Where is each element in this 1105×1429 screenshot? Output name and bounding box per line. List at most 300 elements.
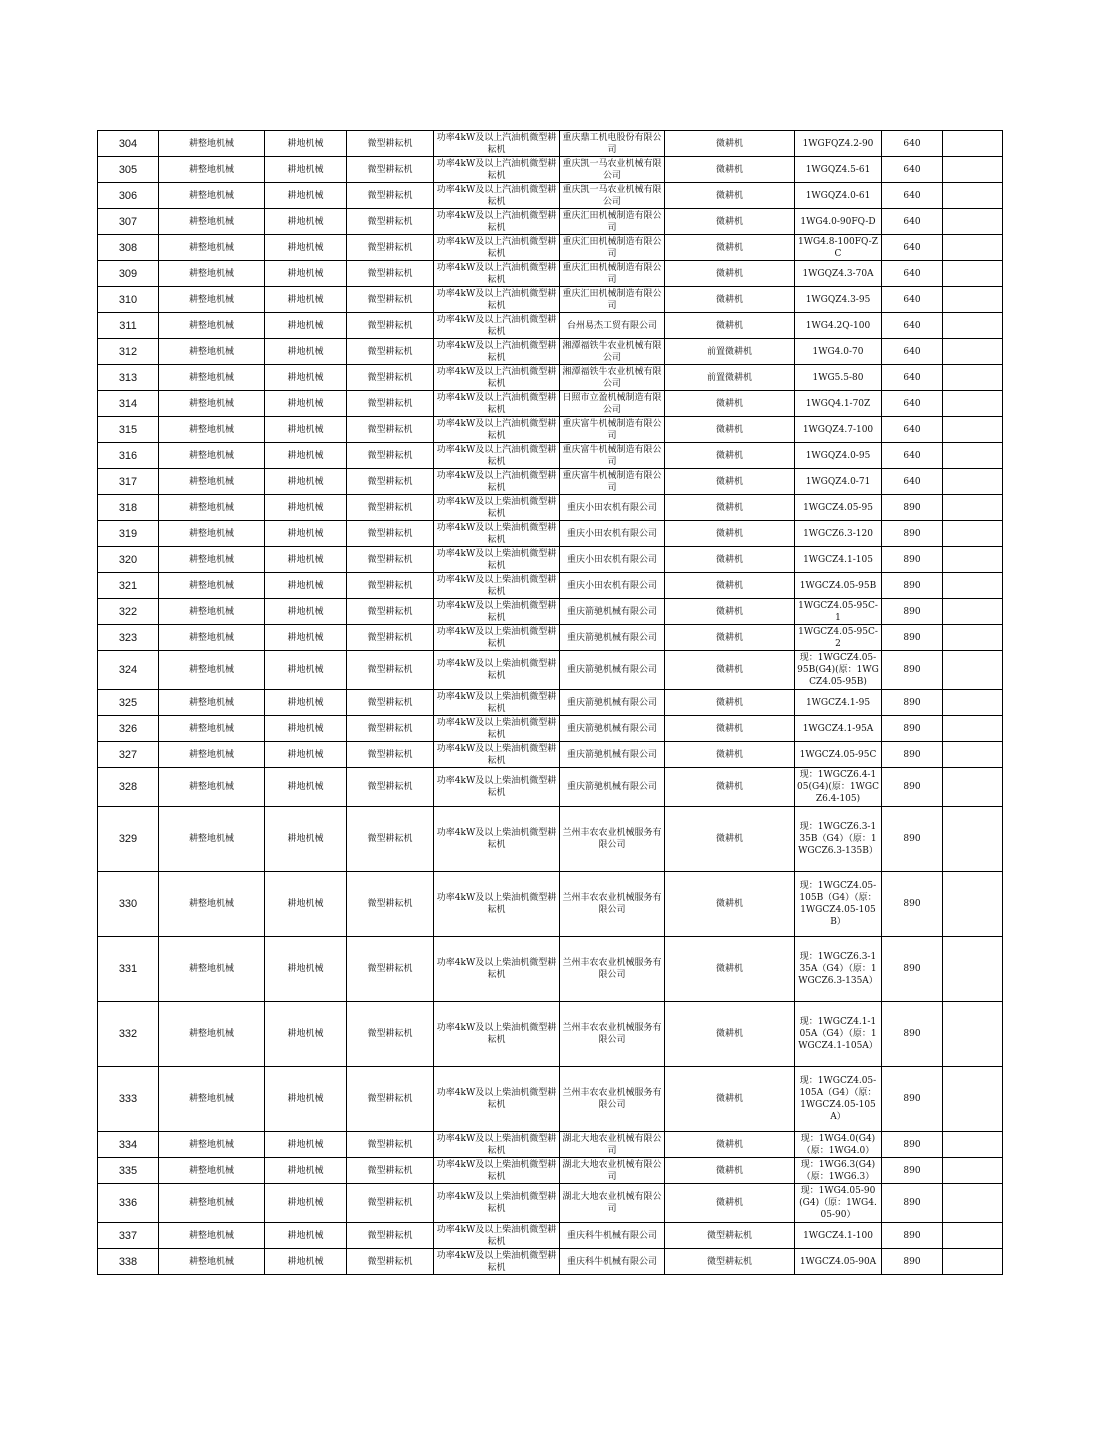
cell-product-name: 微耕机 bbox=[665, 742, 795, 768]
cell-description: 功率4kW及以上柴油机微型耕耘机 bbox=[434, 521, 560, 547]
cell-model: 现：1WG6.3(G4)（原：1WG6.3） bbox=[795, 1158, 882, 1184]
cell-model: 1WGCZ6.3-120 bbox=[795, 521, 882, 547]
cell-subcategory: 耕地机械 bbox=[265, 495, 347, 521]
cell-subsidy-amount: 890 bbox=[882, 1223, 943, 1249]
cell-remarks bbox=[943, 495, 1003, 521]
cell-subsidy-amount: 890 bbox=[882, 1184, 943, 1223]
cell-index: 321 bbox=[98, 573, 159, 599]
cell-description: 功率4kW及以上柴油机微型耕耘机 bbox=[434, 625, 560, 651]
cell-item: 微型耕耘机 bbox=[347, 742, 434, 768]
cell-index: 315 bbox=[98, 417, 159, 443]
cell-remarks bbox=[943, 625, 1003, 651]
cell-index: 335 bbox=[98, 1158, 159, 1184]
table-row bbox=[98, 690, 1003, 716]
cell-category: 耕整地机械 bbox=[159, 521, 265, 547]
cell-product-name: 微耕机 bbox=[665, 690, 795, 716]
cell-item: 微型耕耘机 bbox=[347, 625, 434, 651]
cell-product-name: 微耕机 bbox=[665, 469, 795, 495]
table-row bbox=[98, 1002, 1003, 1067]
cell-product-name: 微型耕耘机 bbox=[665, 1249, 795, 1275]
cell-remarks bbox=[943, 469, 1003, 495]
cell-model: 1WGCZ4.1-95A bbox=[795, 716, 882, 742]
cell-item: 微型耕耘机 bbox=[347, 183, 434, 209]
cell-category: 耕整地机械 bbox=[159, 469, 265, 495]
cell-manufacturer: 重庆箭驰机械有限公司 bbox=[560, 625, 665, 651]
cell-description: 功率4kW及以上柴油机微型耕耘机 bbox=[434, 1158, 560, 1184]
cell-description: 功率4kW及以上柴油机微型耕耘机 bbox=[434, 807, 560, 872]
cell-model: 1WGQZ4.0-71 bbox=[795, 469, 882, 495]
cell-remarks bbox=[943, 1184, 1003, 1223]
cell-item: 微型耕耘机 bbox=[347, 1158, 434, 1184]
cell-category: 耕整地机械 bbox=[159, 742, 265, 768]
cell-subcategory: 耕地机械 bbox=[265, 625, 347, 651]
cell-category: 耕整地机械 bbox=[159, 937, 265, 1002]
cell-subsidy-amount: 640 bbox=[882, 209, 943, 235]
cell-index: 306 bbox=[98, 183, 159, 209]
table-row bbox=[98, 365, 1003, 391]
cell-description: 功率4kW及以上汽油机微型耕耘机 bbox=[434, 157, 560, 183]
cell-description: 功率4kW及以上柴油机微型耕耘机 bbox=[434, 872, 560, 937]
cell-subcategory: 耕地机械 bbox=[265, 742, 347, 768]
cell-manufacturer: 重庆凯一马农业机械有限公司 bbox=[560, 183, 665, 209]
table-row bbox=[98, 417, 1003, 443]
cell-model: 现：1WG4.05-90(G4)（原：1WG4.05-90） bbox=[795, 1184, 882, 1223]
cell-product-name: 微耕机 bbox=[665, 417, 795, 443]
cell-product-name: 微耕机 bbox=[665, 391, 795, 417]
cell-product-name: 微耕机 bbox=[665, 495, 795, 521]
cell-description: 功率4kW及以上柴油机微型耕耘机 bbox=[434, 1002, 560, 1067]
cell-manufacturer: 重庆汇田机械制造有限公司 bbox=[560, 209, 665, 235]
cell-subsidy-amount: 890 bbox=[882, 690, 943, 716]
cell-subcategory: 耕地机械 bbox=[265, 599, 347, 625]
cell-category: 耕整地机械 bbox=[159, 716, 265, 742]
cell-item: 微型耕耘机 bbox=[347, 573, 434, 599]
cell-subsidy-amount: 890 bbox=[882, 573, 943, 599]
cell-subcategory: 耕地机械 bbox=[265, 131, 347, 157]
cell-subsidy-amount: 640 bbox=[882, 287, 943, 313]
cell-product-name: 前置微耕机 bbox=[665, 365, 795, 391]
cell-subsidy-amount: 640 bbox=[882, 235, 943, 261]
cell-index: 311 bbox=[98, 313, 159, 339]
cell-category: 耕整地机械 bbox=[159, 599, 265, 625]
cell-remarks bbox=[943, 235, 1003, 261]
cell-manufacturer: 重庆小田农机有限公司 bbox=[560, 521, 665, 547]
table-row bbox=[98, 521, 1003, 547]
cell-remarks bbox=[943, 651, 1003, 690]
cell-manufacturer: 兰州丰农农业机械服务有限公司 bbox=[560, 872, 665, 937]
cell-model: 现：1WGCZ6.4-105(G4)(原：1WGCZ6.4-105) bbox=[795, 768, 882, 807]
cell-index: 338 bbox=[98, 1249, 159, 1275]
cell-manufacturer: 重庆汇田机械制造有限公司 bbox=[560, 261, 665, 287]
cell-model: 1WGQ4.1-70Z bbox=[795, 391, 882, 417]
cell-category: 耕整地机械 bbox=[159, 768, 265, 807]
table-row bbox=[98, 742, 1003, 768]
cell-product-name: 微耕机 bbox=[665, 131, 795, 157]
cell-remarks bbox=[943, 209, 1003, 235]
cell-subcategory: 耕地机械 bbox=[265, 768, 347, 807]
cell-manufacturer: 重庆箭驰机械有限公司 bbox=[560, 742, 665, 768]
cell-model: 现：1WGCZ6.3-135A（G4）（原：1WGCZ6.3-135A） bbox=[795, 937, 882, 1002]
cell-product-name: 微耕机 bbox=[665, 235, 795, 261]
cell-subcategory: 耕地机械 bbox=[265, 1067, 347, 1132]
cell-manufacturer: 重庆凯一马农业机械有限公司 bbox=[560, 157, 665, 183]
cell-product-name: 微耕机 bbox=[665, 547, 795, 573]
table-row bbox=[98, 1132, 1003, 1158]
cell-remarks bbox=[943, 521, 1003, 547]
cell-subsidy-amount: 890 bbox=[882, 1158, 943, 1184]
cell-index: 310 bbox=[98, 287, 159, 313]
cell-manufacturer: 重庆箭驰机械有限公司 bbox=[560, 599, 665, 625]
cell-item: 微型耕耘机 bbox=[347, 287, 434, 313]
cell-product-name: 微耕机 bbox=[665, 157, 795, 183]
cell-subsidy-amount: 890 bbox=[882, 1132, 943, 1158]
cell-subsidy-amount: 890 bbox=[882, 547, 943, 573]
cell-description: 功率4kW及以上柴油机微型耕耘机 bbox=[434, 716, 560, 742]
cell-subcategory: 耕地机械 bbox=[265, 157, 347, 183]
cell-index: 329 bbox=[98, 807, 159, 872]
cell-description: 功率4kW及以上柴油机微型耕耘机 bbox=[434, 742, 560, 768]
product-table bbox=[97, 130, 1003, 1275]
table-row bbox=[98, 872, 1003, 937]
cell-product-name: 微耕机 bbox=[665, 209, 795, 235]
cell-description: 功率4kW及以上柴油机微型耕耘机 bbox=[434, 495, 560, 521]
cell-index: 308 bbox=[98, 235, 159, 261]
cell-category: 耕整地机械 bbox=[159, 872, 265, 937]
cell-subsidy-amount: 640 bbox=[882, 339, 943, 365]
table-row bbox=[98, 131, 1003, 157]
cell-manufacturer: 重庆汇田机械制造有限公司 bbox=[560, 235, 665, 261]
cell-category: 耕整地机械 bbox=[159, 1249, 265, 1275]
cell-index: 330 bbox=[98, 872, 159, 937]
cell-subsidy-amount: 640 bbox=[882, 131, 943, 157]
cell-product-name: 微耕机 bbox=[665, 1002, 795, 1067]
cell-index: 332 bbox=[98, 1002, 159, 1067]
cell-index: 331 bbox=[98, 937, 159, 1002]
cell-manufacturer: 重庆富牛机械制造有限公司 bbox=[560, 469, 665, 495]
cell-item: 微型耕耘机 bbox=[347, 690, 434, 716]
cell-subcategory: 耕地机械 bbox=[265, 716, 347, 742]
cell-remarks bbox=[943, 339, 1003, 365]
cell-item: 微型耕耘机 bbox=[347, 807, 434, 872]
cell-manufacturer: 重庆富牛机械制造有限公司 bbox=[560, 443, 665, 469]
cell-index: 326 bbox=[98, 716, 159, 742]
cell-remarks bbox=[943, 1067, 1003, 1132]
table-row bbox=[98, 183, 1003, 209]
table-row bbox=[98, 547, 1003, 573]
cell-manufacturer: 重庆小田农机有限公司 bbox=[560, 547, 665, 573]
cell-product-name: 微耕机 bbox=[665, 768, 795, 807]
cell-model: 现：1WGCZ4.1-105A（G4）（原：1WGCZ4.1-105A） bbox=[795, 1002, 882, 1067]
cell-manufacturer: 台州易杰工贸有限公司 bbox=[560, 313, 665, 339]
cell-description: 功率4kW及以上柴油机微型耕耘机 bbox=[434, 690, 560, 716]
cell-description: 功率4kW及以上柴油机微型耕耘机 bbox=[434, 1249, 560, 1275]
cell-subsidy-amount: 890 bbox=[882, 742, 943, 768]
cell-subcategory: 耕地机械 bbox=[265, 1249, 347, 1275]
table-body bbox=[98, 131, 1003, 1275]
cell-model: 1WGQZ4.3-95 bbox=[795, 287, 882, 313]
cell-model: 1WGQZ4.0-95 bbox=[795, 443, 882, 469]
cell-category: 耕整地机械 bbox=[159, 1002, 265, 1067]
cell-description: 功率4kW及以上柴油机微型耕耘机 bbox=[434, 547, 560, 573]
cell-category: 耕整地机械 bbox=[159, 131, 265, 157]
table-row bbox=[98, 1067, 1003, 1132]
cell-product-name: 前置微耕机 bbox=[665, 339, 795, 365]
table-row bbox=[98, 625, 1003, 651]
cell-category: 耕整地机械 bbox=[159, 690, 265, 716]
cell-model: 1WGCZ4.1-105 bbox=[795, 547, 882, 573]
cell-index: 336 bbox=[98, 1184, 159, 1223]
cell-description: 功率4kW及以上汽油机微型耕耘机 bbox=[434, 235, 560, 261]
cell-product-name: 微耕机 bbox=[665, 807, 795, 872]
cell-remarks bbox=[943, 716, 1003, 742]
cell-manufacturer: 重庆箭驰机械有限公司 bbox=[560, 651, 665, 690]
cell-description: 功率4kW及以上汽油机微型耕耘机 bbox=[434, 339, 560, 365]
cell-manufacturer: 重庆科牛机械有限公司 bbox=[560, 1249, 665, 1275]
cell-category: 耕整地机械 bbox=[159, 547, 265, 573]
cell-product-name: 微型耕耘机 bbox=[665, 1223, 795, 1249]
cell-subcategory: 耕地机械 bbox=[265, 1002, 347, 1067]
cell-subcategory: 耕地机械 bbox=[265, 469, 347, 495]
cell-index: 319 bbox=[98, 521, 159, 547]
cell-description: 功率4kW及以上柴油机微型耕耘机 bbox=[434, 1184, 560, 1223]
cell-item: 微型耕耘机 bbox=[347, 261, 434, 287]
cell-description: 功率4kW及以上柴油机微型耕耘机 bbox=[434, 651, 560, 690]
cell-remarks bbox=[943, 443, 1003, 469]
cell-subsidy-amount: 890 bbox=[882, 651, 943, 690]
cell-subcategory: 耕地机械 bbox=[265, 872, 347, 937]
cell-subcategory: 耕地机械 bbox=[265, 521, 347, 547]
table-row bbox=[98, 261, 1003, 287]
cell-description: 功率4kW及以上汽油机微型耕耘机 bbox=[434, 365, 560, 391]
cell-index: 312 bbox=[98, 339, 159, 365]
cell-item: 微型耕耘机 bbox=[347, 1002, 434, 1067]
table-row bbox=[98, 443, 1003, 469]
cell-manufacturer: 湖北大地农业机械有限公司 bbox=[560, 1184, 665, 1223]
cell-manufacturer: 湖北大地农业机械有限公司 bbox=[560, 1158, 665, 1184]
cell-remarks bbox=[943, 313, 1003, 339]
cell-subcategory: 耕地机械 bbox=[265, 1158, 347, 1184]
cell-product-name: 微耕机 bbox=[665, 716, 795, 742]
cell-description: 功率4kW及以上汽油机微型耕耘机 bbox=[434, 209, 560, 235]
cell-item: 微型耕耘机 bbox=[347, 131, 434, 157]
cell-manufacturer: 重庆小田农机有限公司 bbox=[560, 495, 665, 521]
cell-model: 1WGCZ4.05-95C bbox=[795, 742, 882, 768]
cell-category: 耕整地机械 bbox=[159, 495, 265, 521]
cell-index: 325 bbox=[98, 690, 159, 716]
cell-model: 1WGFQZ4.2-90 bbox=[795, 131, 882, 157]
cell-index: 327 bbox=[98, 742, 159, 768]
cell-subsidy-amount: 890 bbox=[882, 1249, 943, 1275]
cell-product-name: 微耕机 bbox=[665, 521, 795, 547]
cell-item: 微型耕耘机 bbox=[347, 872, 434, 937]
cell-index: 307 bbox=[98, 209, 159, 235]
cell-subcategory: 耕地机械 bbox=[265, 937, 347, 1002]
cell-remarks bbox=[943, 131, 1003, 157]
cell-manufacturer: 湖北大地农业机械有限公司 bbox=[560, 1132, 665, 1158]
cell-subcategory: 耕地机械 bbox=[265, 547, 347, 573]
cell-category: 耕整地机械 bbox=[159, 573, 265, 599]
cell-description: 功率4kW及以上汽油机微型耕耘机 bbox=[434, 417, 560, 443]
cell-manufacturer: 兰州丰农农业机械服务有限公司 bbox=[560, 807, 665, 872]
cell-category: 耕整地机械 bbox=[159, 365, 265, 391]
cell-subsidy-amount: 640 bbox=[882, 443, 943, 469]
cell-remarks bbox=[943, 690, 1003, 716]
cell-product-name: 微耕机 bbox=[665, 1132, 795, 1158]
cell-subcategory: 耕地机械 bbox=[265, 183, 347, 209]
cell-remarks bbox=[943, 573, 1003, 599]
cell-model: 1WGCZ4.05-90A bbox=[795, 1249, 882, 1275]
cell-model: 1WG4.0-70 bbox=[795, 339, 882, 365]
cell-product-name: 微耕机 bbox=[665, 183, 795, 209]
cell-index: 309 bbox=[98, 261, 159, 287]
table-row bbox=[98, 651, 1003, 690]
cell-subcategory: 耕地机械 bbox=[265, 235, 347, 261]
cell-description: 功率4kW及以上柴油机微型耕耘机 bbox=[434, 937, 560, 1002]
cell-category: 耕整地机械 bbox=[159, 183, 265, 209]
cell-product-name: 微耕机 bbox=[665, 1158, 795, 1184]
cell-subcategory: 耕地机械 bbox=[265, 690, 347, 716]
cell-remarks bbox=[943, 261, 1003, 287]
cell-subsidy-amount: 640 bbox=[882, 157, 943, 183]
cell-category: 耕整地机械 bbox=[159, 625, 265, 651]
cell-subcategory: 耕地机械 bbox=[265, 287, 347, 313]
table-row bbox=[98, 1223, 1003, 1249]
cell-subcategory: 耕地机械 bbox=[265, 313, 347, 339]
cell-subsidy-amount: 640 bbox=[882, 183, 943, 209]
cell-category: 耕整地机械 bbox=[159, 1067, 265, 1132]
cell-subcategory: 耕地机械 bbox=[265, 261, 347, 287]
cell-item: 微型耕耘机 bbox=[347, 365, 434, 391]
cell-category: 耕整地机械 bbox=[159, 443, 265, 469]
cell-product-name: 微耕机 bbox=[665, 651, 795, 690]
cell-item: 微型耕耘机 bbox=[347, 417, 434, 443]
cell-manufacturer: 重庆鼎工机电股份有限公司 bbox=[560, 131, 665, 157]
cell-category: 耕整地机械 bbox=[159, 1223, 265, 1249]
cell-product-name: 微耕机 bbox=[665, 872, 795, 937]
cell-category: 耕整地机械 bbox=[159, 807, 265, 872]
cell-subcategory: 耕地机械 bbox=[265, 365, 347, 391]
cell-subsidy-amount: 890 bbox=[882, 1002, 943, 1067]
cell-item: 微型耕耘机 bbox=[347, 339, 434, 365]
cell-model: 1WGQZ4.0-61 bbox=[795, 183, 882, 209]
cell-remarks bbox=[943, 157, 1003, 183]
cell-remarks bbox=[943, 742, 1003, 768]
cell-category: 耕整地机械 bbox=[159, 417, 265, 443]
cell-model: 1WGCZ4.1-95 bbox=[795, 690, 882, 716]
table-row bbox=[98, 1158, 1003, 1184]
cell-model: 1WGCZ4.05-95C-1 bbox=[795, 599, 882, 625]
cell-category: 耕整地机械 bbox=[159, 339, 265, 365]
cell-model: 1WG5.5-80 bbox=[795, 365, 882, 391]
cell-manufacturer: 兰州丰农农业机械服务有限公司 bbox=[560, 1067, 665, 1132]
table-row bbox=[98, 339, 1003, 365]
cell-index: 324 bbox=[98, 651, 159, 690]
cell-description: 功率4kW及以上汽油机微型耕耘机 bbox=[434, 131, 560, 157]
cell-product-name: 微耕机 bbox=[665, 573, 795, 599]
cell-manufacturer: 重庆箭驰机械有限公司 bbox=[560, 716, 665, 742]
cell-description: 功率4kW及以上柴油机微型耕耘机 bbox=[434, 599, 560, 625]
cell-item: 微型耕耘机 bbox=[347, 1067, 434, 1132]
cell-remarks bbox=[943, 1249, 1003, 1275]
cell-item: 微型耕耘机 bbox=[347, 391, 434, 417]
cell-item: 微型耕耘机 bbox=[347, 157, 434, 183]
cell-index: 328 bbox=[98, 768, 159, 807]
cell-remarks bbox=[943, 365, 1003, 391]
cell-product-name: 微耕机 bbox=[665, 1184, 795, 1223]
cell-model: 现：1WGCZ6.3-135B（G4）（原：1WGCZ6.3-135B） bbox=[795, 807, 882, 872]
cell-manufacturer: 重庆箭驰机械有限公司 bbox=[560, 690, 665, 716]
cell-subsidy-amount: 640 bbox=[882, 417, 943, 443]
cell-index: 314 bbox=[98, 391, 159, 417]
cell-category: 耕整地机械 bbox=[159, 1158, 265, 1184]
cell-subsidy-amount: 890 bbox=[882, 716, 943, 742]
cell-subcategory: 耕地机械 bbox=[265, 339, 347, 365]
cell-product-name: 微耕机 bbox=[665, 443, 795, 469]
cell-product-name: 微耕机 bbox=[665, 261, 795, 287]
table-row bbox=[98, 807, 1003, 872]
cell-index: 304 bbox=[98, 131, 159, 157]
cell-subsidy-amount: 640 bbox=[882, 365, 943, 391]
cell-description: 功率4kW及以上柴油机微型耕耘机 bbox=[434, 768, 560, 807]
cell-item: 微型耕耘机 bbox=[347, 469, 434, 495]
cell-manufacturer: 重庆科牛机械有限公司 bbox=[560, 1223, 665, 1249]
cell-item: 微型耕耘机 bbox=[347, 209, 434, 235]
cell-product-name: 微耕机 bbox=[665, 599, 795, 625]
table-row bbox=[98, 1249, 1003, 1275]
cell-index: 320 bbox=[98, 547, 159, 573]
cell-subsidy-amount: 890 bbox=[882, 495, 943, 521]
cell-remarks bbox=[943, 872, 1003, 937]
cell-remarks bbox=[943, 599, 1003, 625]
cell-subsidy-amount: 640 bbox=[882, 313, 943, 339]
cell-index: 333 bbox=[98, 1067, 159, 1132]
cell-remarks bbox=[943, 183, 1003, 209]
cell-subsidy-amount: 890 bbox=[882, 521, 943, 547]
cell-remarks bbox=[943, 937, 1003, 1002]
cell-category: 耕整地机械 bbox=[159, 209, 265, 235]
cell-item: 微型耕耘机 bbox=[347, 651, 434, 690]
cell-remarks bbox=[943, 287, 1003, 313]
cell-subcategory: 耕地机械 bbox=[265, 417, 347, 443]
cell-index: 322 bbox=[98, 599, 159, 625]
table-row bbox=[98, 313, 1003, 339]
cell-remarks bbox=[943, 807, 1003, 872]
table-row bbox=[98, 573, 1003, 599]
table-row bbox=[98, 937, 1003, 1002]
cell-subcategory: 耕地机械 bbox=[265, 391, 347, 417]
cell-item: 微型耕耘机 bbox=[347, 1249, 434, 1275]
cell-item: 微型耕耘机 bbox=[347, 1132, 434, 1158]
cell-subcategory: 耕地机械 bbox=[265, 651, 347, 690]
table-row bbox=[98, 1184, 1003, 1223]
table-row bbox=[98, 469, 1003, 495]
cell-description: 功率4kW及以上汽油机微型耕耘机 bbox=[434, 469, 560, 495]
cell-model: 1WGQZ4.7-100 bbox=[795, 417, 882, 443]
cell-index: 323 bbox=[98, 625, 159, 651]
cell-remarks bbox=[943, 1002, 1003, 1067]
cell-description: 功率4kW及以上汽油机微型耕耘机 bbox=[434, 443, 560, 469]
cell-description: 功率4kW及以上汽油机微型耕耘机 bbox=[434, 261, 560, 287]
cell-item: 微型耕耘机 bbox=[347, 599, 434, 625]
cell-remarks bbox=[943, 1158, 1003, 1184]
table-row bbox=[98, 287, 1003, 313]
cell-item: 微型耕耘机 bbox=[347, 313, 434, 339]
cell-model: 1WGCZ4.05-95B bbox=[795, 573, 882, 599]
cell-model: 现：1WGCZ4.05-95B(G4)(原：1WGCZ4.05-95B) bbox=[795, 651, 882, 690]
cell-subsidy-amount: 890 bbox=[882, 807, 943, 872]
cell-item: 微型耕耘机 bbox=[347, 495, 434, 521]
cell-model: 现：1WG4.0(G4)（原：1WG4.0） bbox=[795, 1132, 882, 1158]
